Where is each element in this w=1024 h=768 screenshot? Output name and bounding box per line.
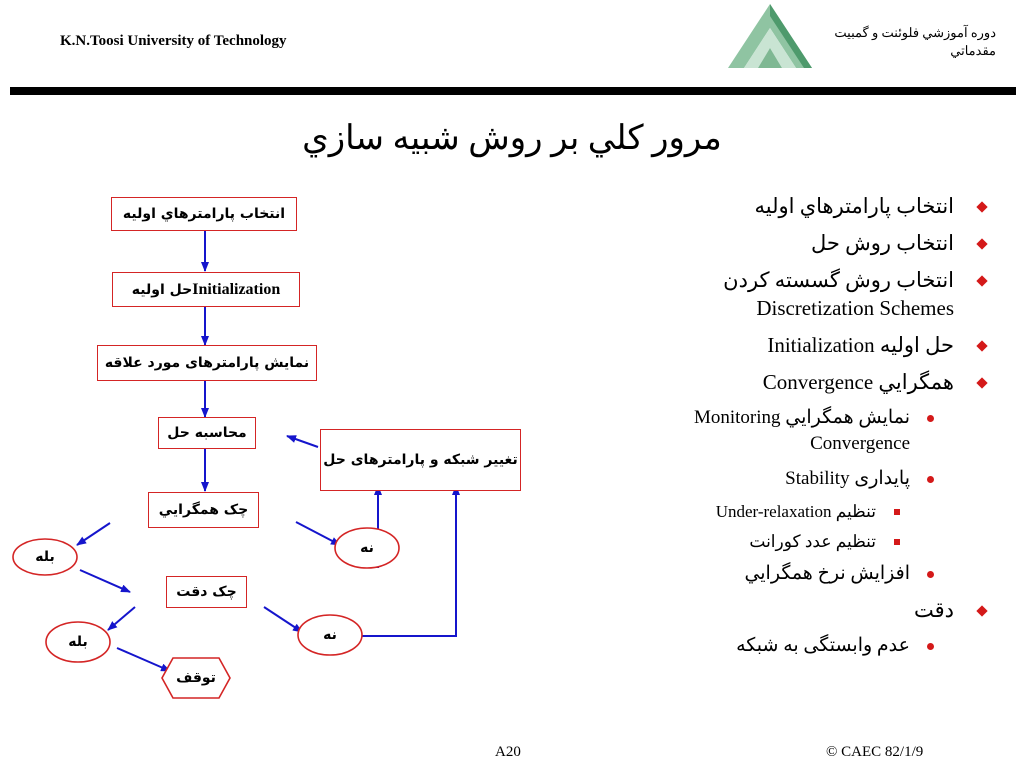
bullet-text: عدم وابستگی به شبكه bbox=[736, 635, 910, 656]
diamond-bullet-icon bbox=[976, 275, 987, 286]
slide-number: A20 bbox=[495, 744, 521, 760]
course-line-2: مقدماتي bbox=[950, 43, 996, 58]
bullet-text: دقت bbox=[913, 598, 954, 622]
course-line-1: دوره آموزشي فلوئنت و گمبيت bbox=[834, 25, 996, 40]
solve-box: محاسبه حل bbox=[158, 417, 256, 449]
bullet-text: حل اوليه bbox=[879, 333, 954, 357]
bullet-select-params bbox=[466, 192, 986, 220]
change-grid-params-box: تغيير شبكه و پارامترهای حل bbox=[320, 429, 521, 491]
bullet-text: انتخاب روش حل bbox=[810, 231, 954, 255]
check-accuracy-box: چک دقت bbox=[166, 576, 247, 608]
bullet-text: تنظيم bbox=[835, 502, 876, 521]
bullet-courant bbox=[466, 531, 986, 553]
bullet-monitoring bbox=[466, 405, 986, 457]
bullet-text: افزايش نرخ همگرايي bbox=[744, 563, 910, 584]
bullet-text: پايداری bbox=[854, 468, 910, 489]
bullet-initialization bbox=[466, 331, 986, 359]
diamond-bullet-icon bbox=[976, 377, 987, 388]
bullet-text: همگرايي bbox=[878, 370, 954, 394]
arrow-yes1-to-accuracy bbox=[80, 570, 130, 592]
diamond-bullet-icon bbox=[976, 605, 987, 616]
bullet-text-en: Monitoring bbox=[693, 407, 781, 428]
stop-label: توقف bbox=[176, 670, 216, 686]
bullet-stability bbox=[466, 466, 986, 492]
arrow-accuracy-to-yes2 bbox=[108, 607, 135, 630]
circle-bullet-icon bbox=[927, 571, 934, 578]
circle-bullet-icon bbox=[927, 476, 934, 483]
bullet-convergence-rate bbox=[466, 561, 986, 587]
copyright: © CAEC 82/1/9 bbox=[826, 744, 924, 760]
overview-bullet-list bbox=[466, 192, 986, 668]
bullet-text-en: Discretization Schemes bbox=[756, 296, 954, 320]
circle-bullet-icon bbox=[927, 643, 934, 650]
diamond-bullet-icon bbox=[976, 201, 987, 212]
arrow-change-to-solve bbox=[287, 436, 318, 447]
bullet-text: تنظيم عدد كورانت bbox=[749, 532, 876, 551]
slide-title: مرور كلي بر روش شبيه سازي bbox=[302, 120, 722, 157]
bullet-text: نمايش همگرايي bbox=[785, 407, 910, 428]
bullet-text: انتخاب پارامترهاي اوليه bbox=[754, 194, 954, 218]
bullet-grid-independence bbox=[466, 633, 986, 659]
select-initial-params-box: انتخاب پارامترهاي اوليه bbox=[111, 197, 297, 231]
bullet-accuracy bbox=[466, 596, 986, 624]
bullet-discretization bbox=[466, 266, 986, 322]
initialization-box bbox=[112, 272, 300, 307]
bullet-text-en: Under-relaxation bbox=[715, 502, 832, 521]
bullet-select-solver bbox=[466, 229, 986, 257]
bullet-text-en: Stability bbox=[785, 468, 850, 489]
bullet-under-relaxation bbox=[466, 501, 986, 523]
initialization-label-en: Initialization bbox=[192, 280, 281, 298]
university-name: K.N.Toosi University of Technology bbox=[60, 33, 287, 49]
no2-label: نه bbox=[323, 627, 337, 643]
arrow-accuracy-to-no2 bbox=[264, 607, 302, 632]
circle-bullet-icon bbox=[927, 415, 934, 422]
yes1-label: بله bbox=[35, 549, 55, 565]
initialization-label-fa: حل اوليه bbox=[131, 281, 193, 298]
bullet-text: انتخاب روش گسسته كردن bbox=[723, 268, 954, 292]
yes2-label: بله bbox=[68, 634, 88, 650]
diamond-bullet-icon bbox=[976, 238, 987, 249]
diamond-bullet-icon bbox=[976, 340, 987, 351]
arrow-check-to-no1 bbox=[296, 522, 340, 545]
bullet-text-en: Convergence bbox=[762, 370, 874, 394]
arrow-check-to-yes1 bbox=[77, 523, 110, 545]
bullet-text-en-2: Convergence bbox=[810, 433, 910, 454]
square-bullet-icon bbox=[894, 509, 900, 515]
monitor-params-box: نمایش پارامترهای مورد علاقه bbox=[97, 345, 317, 381]
check-convergence-box: چک همگرايي bbox=[148, 492, 259, 528]
square-bullet-icon bbox=[894, 539, 900, 545]
no1-label: نه bbox=[360, 540, 374, 556]
bullet-convergence bbox=[466, 368, 986, 396]
bullet-text-en: Initialization bbox=[767, 333, 875, 357]
